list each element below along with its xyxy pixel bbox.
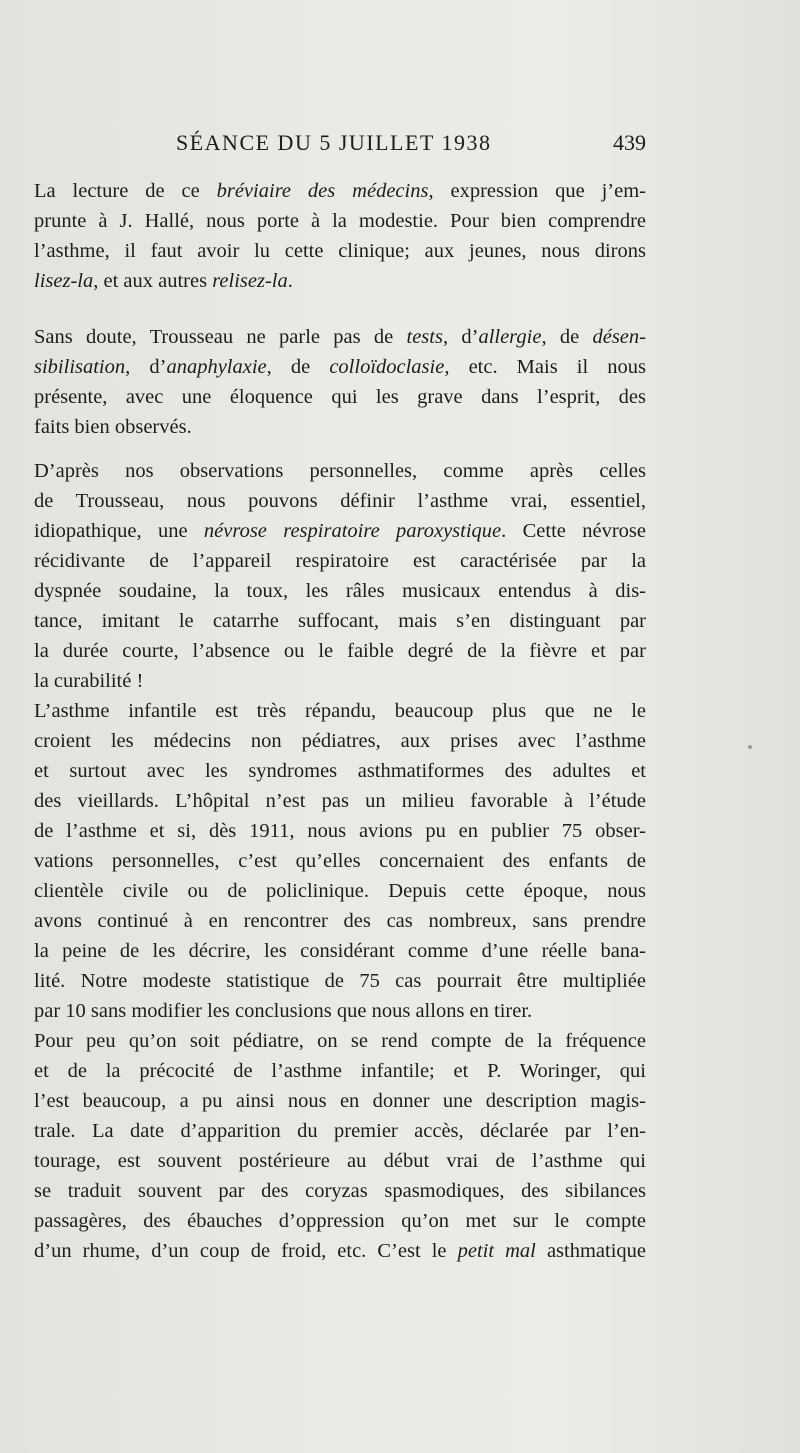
text-run: , expression que j’em-: [428, 180, 647, 202]
text-run: vations personnelles, c’est qu’elles concernaient des enfants de: [34, 850, 646, 872]
text-line: [34, 1026, 646, 1056]
italic-term: bréviaire des médecins: [216, 180, 429, 202]
text-run: D’après nos observations personnelles, comme après celles: [34, 460, 646, 482]
text-line: [34, 996, 646, 1026]
italic-term: petit mal: [457, 1240, 536, 1262]
text-line: [34, 352, 646, 382]
paragraph: [34, 456, 646, 696]
text-line: [34, 516, 646, 546]
text-run: l’est beaucoup, a pu ainsi nous en donner une description magis-: [34, 1090, 646, 1112]
text-run: , d’: [125, 356, 167, 378]
text-line: [34, 846, 646, 876]
text-line: [34, 756, 646, 786]
body-text: [34, 176, 646, 1266]
text-line: [34, 636, 646, 666]
text-run: clientèle civile ou de policlinique. Depuis cette époque, nous: [34, 880, 646, 902]
text-line: [34, 1116, 646, 1146]
text-run: la peine de les décrire, les considérant comme d’une réelle bana-: [34, 940, 646, 962]
text-line: [34, 726, 646, 756]
text-run: la durée courte, l’absence ou le faible degré de la fièvre et par: [34, 640, 646, 662]
text-run: asthmatique: [535, 1240, 647, 1262]
text-run: . Cette névrose: [501, 520, 646, 542]
text-run: trale. La date d’apparition du premier accès, déclarée par l’en-: [34, 1120, 646, 1142]
text-line: [34, 936, 646, 966]
text-run: Pour peu qu’on soit pédiatre, on se rend compte de la fréquence: [34, 1030, 646, 1052]
text-run: par 10 sans modifier les conclusions que nous allons en tirer.: [34, 1000, 533, 1022]
text-line: [34, 816, 646, 846]
page-number: 439: [613, 130, 646, 155]
paragraph: [34, 696, 646, 1026]
text-run: , de: [266, 356, 330, 378]
text-line: [34, 1206, 646, 1236]
text-line: [34, 1236, 646, 1266]
text-run: faits bien observés.: [34, 416, 192, 438]
text-run: récidivante de l’appareil respiratoire est caractérisée par la: [34, 550, 646, 572]
text-run: .: [287, 270, 293, 292]
paragraph: [34, 1026, 646, 1266]
margin-speck: [748, 745, 752, 749]
text-run: dyspnée soudaine, la toux, les râles musicaux entendus à dis-: [34, 580, 646, 602]
text-line: [34, 382, 646, 412]
text-line: [34, 906, 646, 936]
text-run: se traduit souvent par des coryzas spasmodiques, des sibilances: [34, 1180, 646, 1202]
text-run: présente, avec une éloquence qui les grave dans l’esprit, des: [34, 386, 646, 408]
italic-term: tests: [406, 326, 443, 348]
text-run: passagères, des ébauches d’oppression qu’on met sur le compte: [34, 1210, 646, 1232]
italic-term: désen-: [592, 326, 646, 348]
text-run: d’un rhume, d’un coup de froid, etc. C’est le: [34, 1240, 458, 1262]
text-line: [34, 176, 646, 206]
italic-term: relisez-la: [212, 270, 288, 292]
text-run: et surtout avec les syndromes asthmatiformes des adultes et: [34, 760, 646, 782]
text-run: des vieillards. L’hôpital n’est pas un milieu favorable à l’étude: [34, 790, 646, 812]
text-line: [34, 1056, 646, 1086]
text-line: [34, 236, 646, 266]
text-run: tance, imitant le catarrhe suffocant, mais s’en distinguant par: [34, 610, 646, 632]
running-title: SÉANCE DU 5 JUILLET 1938: [176, 130, 492, 155]
text-run: de Trousseau, nous pouvons définir l’asthme vrai, essentiel,: [34, 490, 646, 512]
text-run: de l’asthme et si, dès 1911, nous avions pu en publier 75 obser-: [34, 820, 646, 842]
text-line: [34, 322, 646, 352]
text-run: tourage, est souvent postérieure au début vrai de l’asthme qui: [34, 1150, 646, 1172]
text-run: , de: [541, 326, 593, 348]
text-run: lité. Notre modeste statistique de 75 cas pourrait être multipliée: [34, 970, 646, 992]
text-run: , et aux autres: [93, 270, 213, 292]
text-run: , d’: [442, 326, 479, 348]
text-run: Sans doute, Trousseau ne parle pas de: [34, 326, 407, 348]
text-line: [34, 666, 646, 696]
italic-term: anaphylaxie: [166, 356, 267, 378]
text-line: [34, 546, 646, 576]
text-line: [34, 1176, 646, 1206]
italic-term: sibilisation: [34, 356, 126, 378]
text-line: [34, 1146, 646, 1176]
text-line: [34, 206, 646, 236]
text-line: [34, 786, 646, 816]
text-run: , etc. Mais il nous: [444, 356, 646, 378]
text-run: prunte à J. Hallé, nous porte à la modestie. Pour bien comprendre: [34, 210, 646, 232]
paragraph: [34, 322, 646, 442]
text-line: [34, 576, 646, 606]
text-line: [34, 876, 646, 906]
text-line: [34, 1086, 646, 1116]
text-line: [34, 606, 646, 636]
italic-term: lisez-la: [34, 270, 94, 292]
text-run: avons continué à en rencontrer des cas nombreux, sans prendre: [34, 910, 646, 932]
text-run: la curabilité !: [34, 670, 144, 692]
text-line: [34, 266, 646, 296]
italic-term: névrose respiratoire paroxystique: [203, 520, 502, 542]
italic-term: allergie: [478, 326, 542, 348]
text-line: [34, 412, 646, 442]
text-run: et de la précocité de l’asthme infantile; et P. Woringer, qui: [34, 1060, 646, 1082]
text-line: [34, 966, 646, 996]
text-run: L’asthme infantile est très répandu, beaucoup plus que ne le: [34, 700, 646, 722]
text-run: La lecture de ce: [34, 180, 217, 202]
running-head: [0, 130, 800, 170]
text-line: [34, 486, 646, 516]
text-run: croient les médecins non pédiatres, aux prises avec l’asthme: [34, 730, 646, 752]
paragraph: [34, 176, 646, 296]
text-line: [34, 696, 646, 726]
text-run: l’asthme, il faut avoir lu cette clinique; aux jeunes, nous dirons: [34, 240, 646, 262]
text-run: idiopathique, une: [34, 520, 204, 542]
text-line: [34, 456, 646, 486]
italic-term: colloïdoclasie: [329, 356, 445, 378]
